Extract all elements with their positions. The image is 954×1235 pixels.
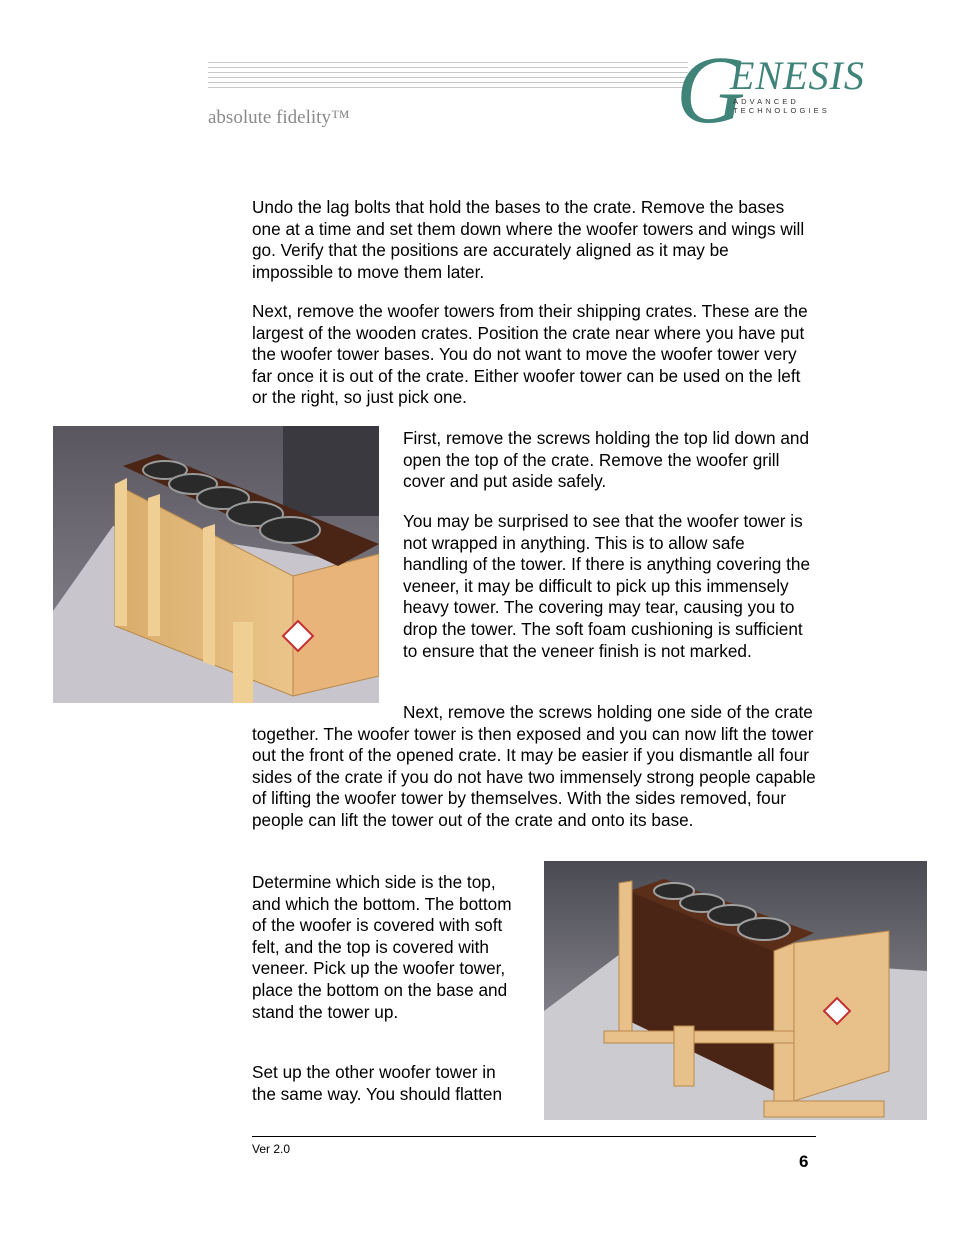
crate-side-removed-photo — [544, 861, 927, 1120]
crate-open-illustration — [53, 426, 379, 703]
paragraph-lid: First, remove the screws holding the top lid down and open the top of the crate. Remove the woofer grill cover and put aside safely. — [403, 428, 810, 492]
paragraph-remove-side: Next, remove the screws holding one side of the crate together. The woofer tower is then exposed and you can now lift the tower out the front of the opened crate. It may be easier if you dismantle all four sides of the crate if you do not have two immensely strong people capable of lifting the woofer tower by themselves. With the sides removed, four people can lift the tower out of the crate and onto its base. — [252, 702, 816, 830]
crate-open-photo — [53, 426, 379, 703]
paragraph-other-tower: Set up the other woofer tower in the same way. You should flatten — [252, 1062, 503, 1104]
genesis-logo — [676, 36, 891, 143]
logo-initial: G — [676, 36, 746, 143]
logo-wordmark: ENESIS — [730, 53, 865, 98]
paragraph-not-wrapped: You may be surprised to see that the woofer tower is not wrapped in anything. This is to allow safe handling of the tower. If there is anything covering the veneer, it may be difficult to pick up this immensely heavy tower. The covering may tear, causing you to drop the tower. The soft foam cushioning is sufficient to ensure that the veneer finish is not marked. — [403, 511, 811, 661]
paragraph-determine-top: Determine which side is the top, and which the bottom. The bottom of the woofer is covered with soft felt, and the top is covered with veneer. Pick up the woofer tower, place the bottom on the base and stand the tower up. — [252, 872, 512, 1022]
header-rule-lines — [208, 62, 688, 92]
tagline: absolute fidelity™ — [208, 107, 350, 128]
crate-side-removed-illustration — [544, 861, 927, 1120]
paragraph-bases: Undo the lag bolts that hold the bases to the crate. Remove the bases one at a time and set them down where the woofer towers and wings will go. Verify that the positions are accurately aligned as it may be impossible to move them later. — [252, 197, 805, 282]
footer-rule — [252, 1136, 816, 1137]
page-number: 6 — [799, 1152, 809, 1171]
version-label: Ver 2.0 — [252, 1142, 291, 1156]
paragraph-remove-towers: Next, remove the woofer towers from their shipping crates. These are the largest of the wooden crates. Position the crate near where you have put the woofer tower bases. You do not want to move the woofer tower very far once it is out of the crate. Either woofer tower can be used on the left or the right, so just pick one. — [252, 301, 808, 408]
logo-subtitle: ADVANCED TECHNOLOGIES — [733, 97, 830, 115]
